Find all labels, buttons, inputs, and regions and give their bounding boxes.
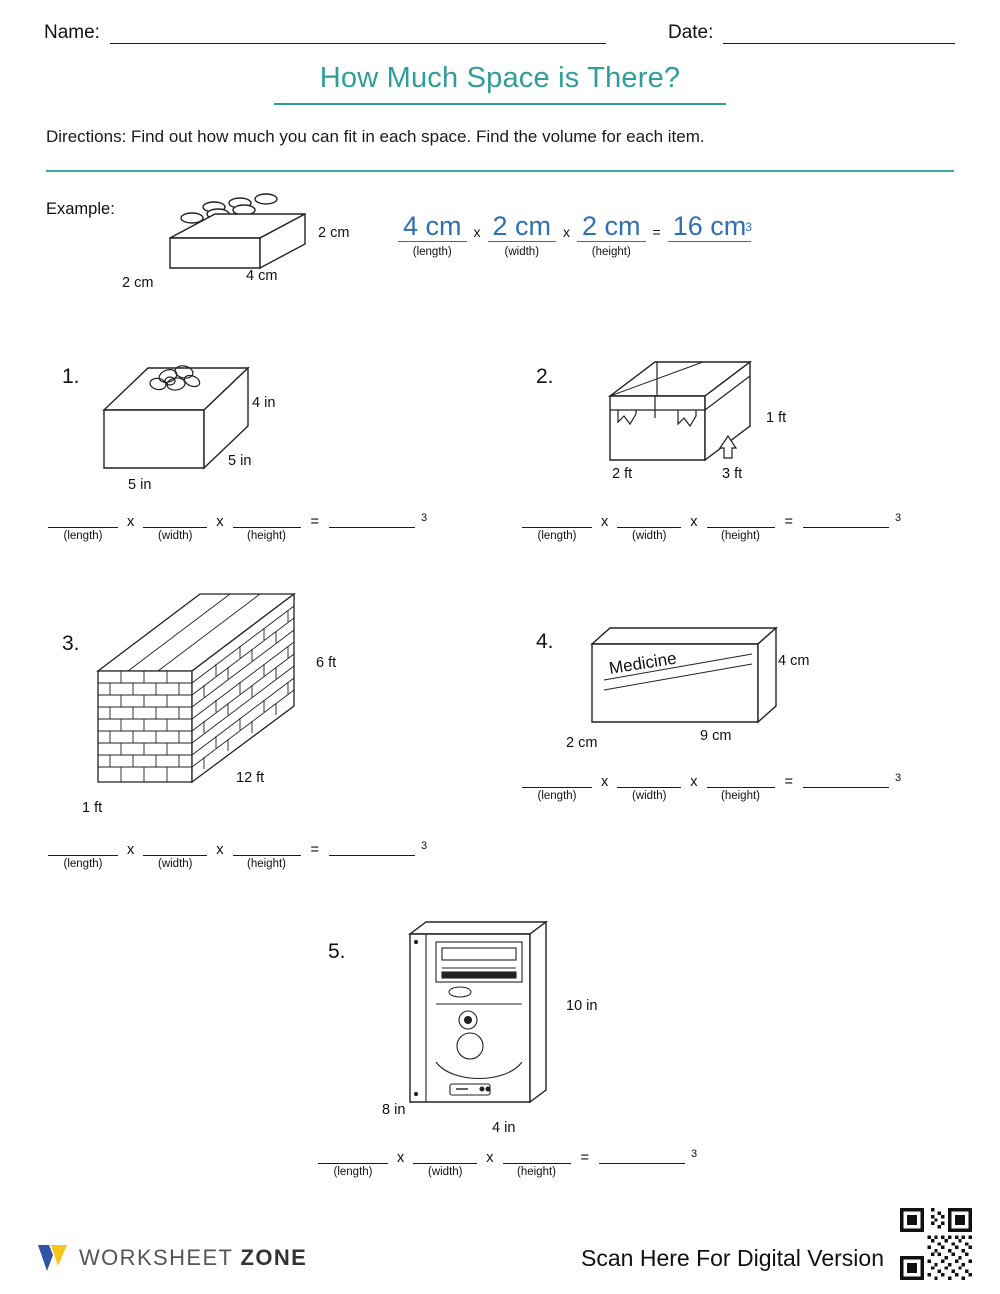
medicine-box-figure (580, 610, 790, 740)
problem-2-answer-row (522, 512, 901, 542)
problem-4-width-caption: (width) (631, 790, 667, 802)
problem-3-length-caption: (length) (63, 858, 103, 870)
problem-4-result[interactable] (803, 772, 889, 788)
problem-4-answer-row (522, 772, 901, 802)
example-length-value: 4 cm (398, 212, 467, 242)
qr-code-icon[interactable] (900, 1208, 972, 1280)
problem-5-width[interactable] (413, 1148, 477, 1178)
problem-5-height-caption: (height) (517, 1166, 556, 1178)
problem-2-mult-2: x (690, 514, 698, 530)
date-label: Date: (667, 22, 714, 43)
problem-5-result[interactable] (599, 1148, 685, 1164)
problem-4-dim-right: 4 cm (778, 653, 810, 669)
example-height (577, 212, 646, 260)
problem-1-exponent: 3 (420, 512, 428, 524)
problem-3-result[interactable] (329, 840, 415, 856)
date-input-line[interactable] (723, 25, 955, 44)
problem-4-mult-2: x (690, 774, 698, 790)
problem-4-dim-front: 9 cm (700, 728, 732, 744)
problem-3-dim-left: 1 ft (82, 800, 103, 816)
cardboard-box-figure (600, 348, 780, 478)
name-label: Name: (44, 22, 100, 43)
problem-4-exponent: 3 (894, 772, 902, 784)
problem-1-width[interactable] (143, 512, 207, 542)
problem-2-result[interactable] (803, 512, 889, 528)
example-equals: = (652, 224, 661, 240)
problem-2-width[interactable] (617, 512, 681, 542)
header-divider (46, 170, 954, 172)
example-label: Example: (46, 200, 115, 218)
problem-3-exponent: 3 (420, 840, 428, 852)
example-result-value: 16 cm (668, 212, 752, 242)
problem-3-width[interactable] (143, 840, 207, 870)
problem-1-answer-row (48, 512, 427, 542)
problem-5-number: 5. (328, 940, 346, 963)
problem-4-height[interactable] (707, 772, 775, 802)
problem-3-answer-row (48, 840, 427, 870)
example-mult-2: x (563, 224, 571, 240)
example-mult-1: x (473, 224, 481, 240)
brand-word-zone: ZONE (240, 1245, 308, 1270)
problem-2-dim-front: 3 ft (722, 466, 743, 482)
problem-3-dim-front: 12 ft (236, 770, 265, 786)
problem-1-equals: = (310, 514, 319, 530)
problem-1-height[interactable] (233, 512, 301, 542)
problem-5-equals: = (580, 1150, 589, 1166)
problem-3-height[interactable] (233, 840, 301, 870)
problem-5-dim-left: 8 in (382, 1102, 406, 1118)
problem-5-exponent: 3 (690, 1148, 698, 1160)
example-result (668, 212, 752, 242)
title-underline (274, 103, 726, 105)
brick-wall-figure (88, 586, 328, 806)
problem-1-height-caption: (height) (247, 530, 286, 542)
problem-5-dim-front: 4 in (492, 1120, 516, 1136)
problem-4-height-caption: (height) (721, 790, 760, 802)
problem-4-dim-left: 2 cm (566, 735, 598, 751)
problem-1-length-caption: (length) (63, 530, 103, 542)
problem-2-exponent: 3 (894, 512, 902, 524)
problem-3-mult-1: x (127, 842, 135, 858)
example-width-value: 2 cm (488, 212, 557, 242)
example-dim-height: 2 cm (318, 225, 350, 241)
problem-3-width-caption: (width) (157, 858, 193, 870)
medicine-label-text: Medicine (607, 648, 678, 678)
example-length-caption: (length) (412, 246, 452, 259)
problem-2-number: 2. (536, 365, 554, 388)
problem-2-length[interactable] (522, 512, 592, 542)
problem-4-length[interactable] (522, 772, 592, 802)
problem-1-result[interactable] (329, 512, 415, 528)
directions-text: Directions: Find out how much you can fit in each space. Find the volume for each item. (46, 127, 705, 146)
problem-4-equals: = (784, 774, 793, 790)
worksheetzone-mark-icon (36, 1242, 70, 1274)
problem-5-mult-1: x (397, 1150, 405, 1166)
problem-5-answer-row (318, 1148, 697, 1178)
example-width (488, 212, 557, 260)
problem-2-length-caption: (length) (537, 530, 577, 542)
page-title: How Much Space is There? (319, 62, 681, 94)
problem-1-width-caption: (width) (157, 530, 193, 542)
problem-3-number: 3. (62, 632, 80, 655)
example-dim-length: 4 cm (246, 268, 278, 284)
name-date-row (44, 22, 956, 44)
problem-4-width[interactable] (617, 772, 681, 802)
worksheet-zone-logo (36, 1242, 307, 1274)
problem-5-height[interactable] (503, 1148, 571, 1178)
problem-3-dim-right: 6 ft (316, 655, 337, 671)
problem-5-mult-2: x (486, 1150, 494, 1166)
lego-brick-figure (140, 190, 320, 290)
problem-2-width-caption: (width) (631, 530, 667, 542)
problem-1-dim-depth: 5 in (228, 453, 252, 469)
problem-4-mult-1: x (601, 774, 609, 790)
problem-1-mult-2: x (216, 514, 224, 530)
brand-word-worksheet: WORKSHEET (79, 1245, 233, 1270)
problem-4-number: 4. (536, 630, 554, 653)
problem-5-dim-right: 10 in (566, 998, 598, 1014)
example-height-value: 2 cm (577, 212, 646, 242)
problem-3-equals: = (310, 842, 319, 858)
name-input-line[interactable] (110, 25, 606, 44)
worksheet-zone-wordmark (79, 1245, 307, 1271)
example-height-caption: (height) (591, 246, 631, 259)
problem-1-length[interactable] (48, 512, 118, 542)
problem-1-number: 1. (62, 365, 80, 388)
problem-2-dim-left: 2 ft (612, 466, 633, 482)
problem-2-height[interactable] (707, 512, 775, 542)
problem-5-length[interactable] (318, 1148, 388, 1178)
problem-1-dim-front: 5 in (128, 477, 152, 493)
example-width-caption: (width) (504, 246, 540, 259)
problem-2-equals: = (784, 514, 793, 530)
example-exponent: 3 (745, 220, 752, 234)
problem-5-width-caption: (width) (427, 1166, 463, 1178)
problem-1-dim-right: 4 in (252, 395, 276, 411)
example-length (398, 212, 467, 260)
computer-tower-figure (398, 912, 558, 1112)
scan-here-text: Scan Here For Digital Version (581, 1245, 884, 1271)
problem-2-dim-right: 1 ft (766, 410, 787, 426)
example-dim-depth: 2 cm (122, 275, 154, 291)
problem-2-mult-1: x (601, 514, 609, 530)
problem-3-mult-2: x (216, 842, 224, 858)
example-equation (398, 212, 752, 260)
problem-3-length[interactable] (48, 840, 118, 870)
problem-2-height-caption: (height) (721, 530, 760, 542)
problem-3-height-caption: (height) (247, 858, 286, 870)
problem-1-mult-1: x (127, 514, 135, 530)
problem-4-length-caption: (length) (537, 790, 577, 802)
problem-5-length-caption: (length) (333, 1166, 373, 1178)
